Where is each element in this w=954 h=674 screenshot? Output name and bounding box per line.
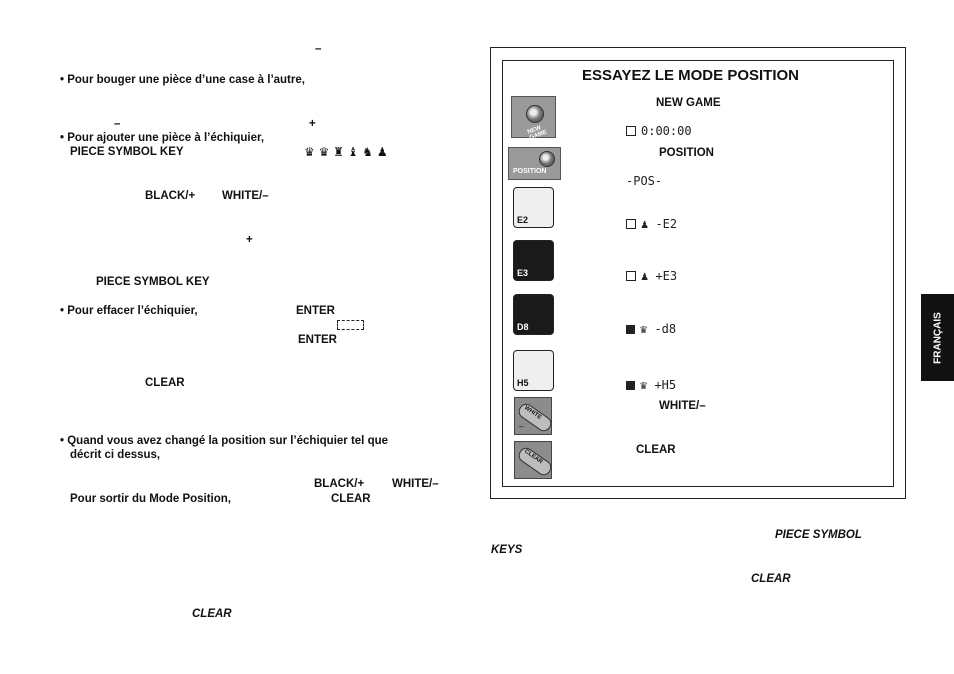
clear-key[interactable] <box>514 441 552 479</box>
clear-label: CLEAR <box>331 493 371 505</box>
key-knob-icon <box>526 105 544 123</box>
lcd-readout: ♟ +E3 <box>626 269 677 283</box>
bullet-move-piece: • Pour bouger une pièce d’une case à l’autre, <box>60 74 305 86</box>
square-label: E2 <box>517 215 529 225</box>
square-label: H5 <box>517 378 529 388</box>
white-minus-key[interactable] <box>514 397 552 435</box>
board-square-d8[interactable] <box>513 294 554 335</box>
bullet-position-changed: • Quand vous avez changé la position sur l’échiquier tel que <box>60 435 389 447</box>
white-square-icon <box>626 219 636 229</box>
keys-label: KEYS <box>491 544 523 556</box>
black-plus-label: BLACK/+ <box>314 478 365 490</box>
clear-key-caption: CLEAR <box>523 448 544 466</box>
piece-symbol-key-label: PIECE SYMBOL KEY <box>96 276 210 288</box>
language-tab-label: FRANÇAIS <box>932 311 943 364</box>
lcd-readout: ♛ -d8 <box>626 322 676 336</box>
piece-symbol-key-label: PIECE SYMBOL KEY <box>70 146 184 158</box>
clear-label: CLEAR <box>145 377 185 389</box>
white-key-minus: – <box>519 422 524 431</box>
step-position-text: POSITION <box>659 147 714 159</box>
instruction-box-inner <box>502 60 894 487</box>
minus-sign: – <box>114 118 121 130</box>
white-minus-label: WHITE/– <box>222 190 269 202</box>
box-title: ESSAYEZ LE MODE POSITION <box>582 67 799 84</box>
square-label: E3 <box>517 268 529 278</box>
black-square-icon <box>626 381 635 390</box>
empty-display-icon <box>337 320 364 330</box>
clear-label: CLEAR <box>192 608 232 620</box>
enter-label: ENTER <box>298 334 337 346</box>
bullet-position-changed-cont: décrit ci dessus, <box>70 449 161 461</box>
lcd-readout: ♟ -E2 <box>626 217 677 231</box>
plus-sign: + <box>309 118 316 130</box>
clear-label: CLEAR <box>751 573 791 585</box>
square-label: D8 <box>517 322 529 332</box>
bullet-clear-board: • Pour effacer l’échiquier, <box>60 305 198 317</box>
lcd-readout: -POS- <box>626 174 663 188</box>
white-key-caption: WHITE <box>523 404 543 422</box>
bullet-add-piece: • Pour ajouter une pièce à l’échiquier, <box>60 132 265 144</box>
lcd-readout: ♛ +H5 <box>626 378 676 392</box>
white-square-icon <box>626 126 636 136</box>
position-key-caption: POSITION <box>513 168 547 175</box>
board-square-e3[interactable] <box>513 240 554 281</box>
chess-piece-icons: ♛ ♛ ♜ ♝ ♞ ♟ <box>304 145 388 159</box>
piece-symbol-label: PIECE SYMBOL <box>775 529 862 541</box>
position-key[interactable] <box>508 147 561 180</box>
step-new-game-text: NEW GAME <box>656 97 721 109</box>
language-tab <box>921 294 954 381</box>
key-knob-icon <box>539 151 555 167</box>
lcd-readout: 0:00:00 <box>626 124 692 138</box>
minus-sign: – <box>315 43 322 55</box>
plus-sign: + <box>246 234 253 246</box>
board-square-e2[interactable] <box>513 187 554 228</box>
white-minus-label: WHITE/– <box>392 478 439 490</box>
black-plus-label: BLACK/+ <box>145 190 196 202</box>
step-clear-text: CLEAR <box>636 444 676 456</box>
exit-mode-text: Pour sortir du Mode Position, <box>70 493 231 505</box>
enter-label: ENTER <box>296 305 335 317</box>
board-square-h5[interactable] <box>513 350 554 391</box>
new-game-key-caption: NEW GAME <box>526 125 548 142</box>
step-white-text: WHITE/– <box>659 400 706 412</box>
black-square-icon <box>626 325 635 334</box>
new-game-key[interactable] <box>511 96 556 142</box>
white-square-icon <box>626 271 636 281</box>
